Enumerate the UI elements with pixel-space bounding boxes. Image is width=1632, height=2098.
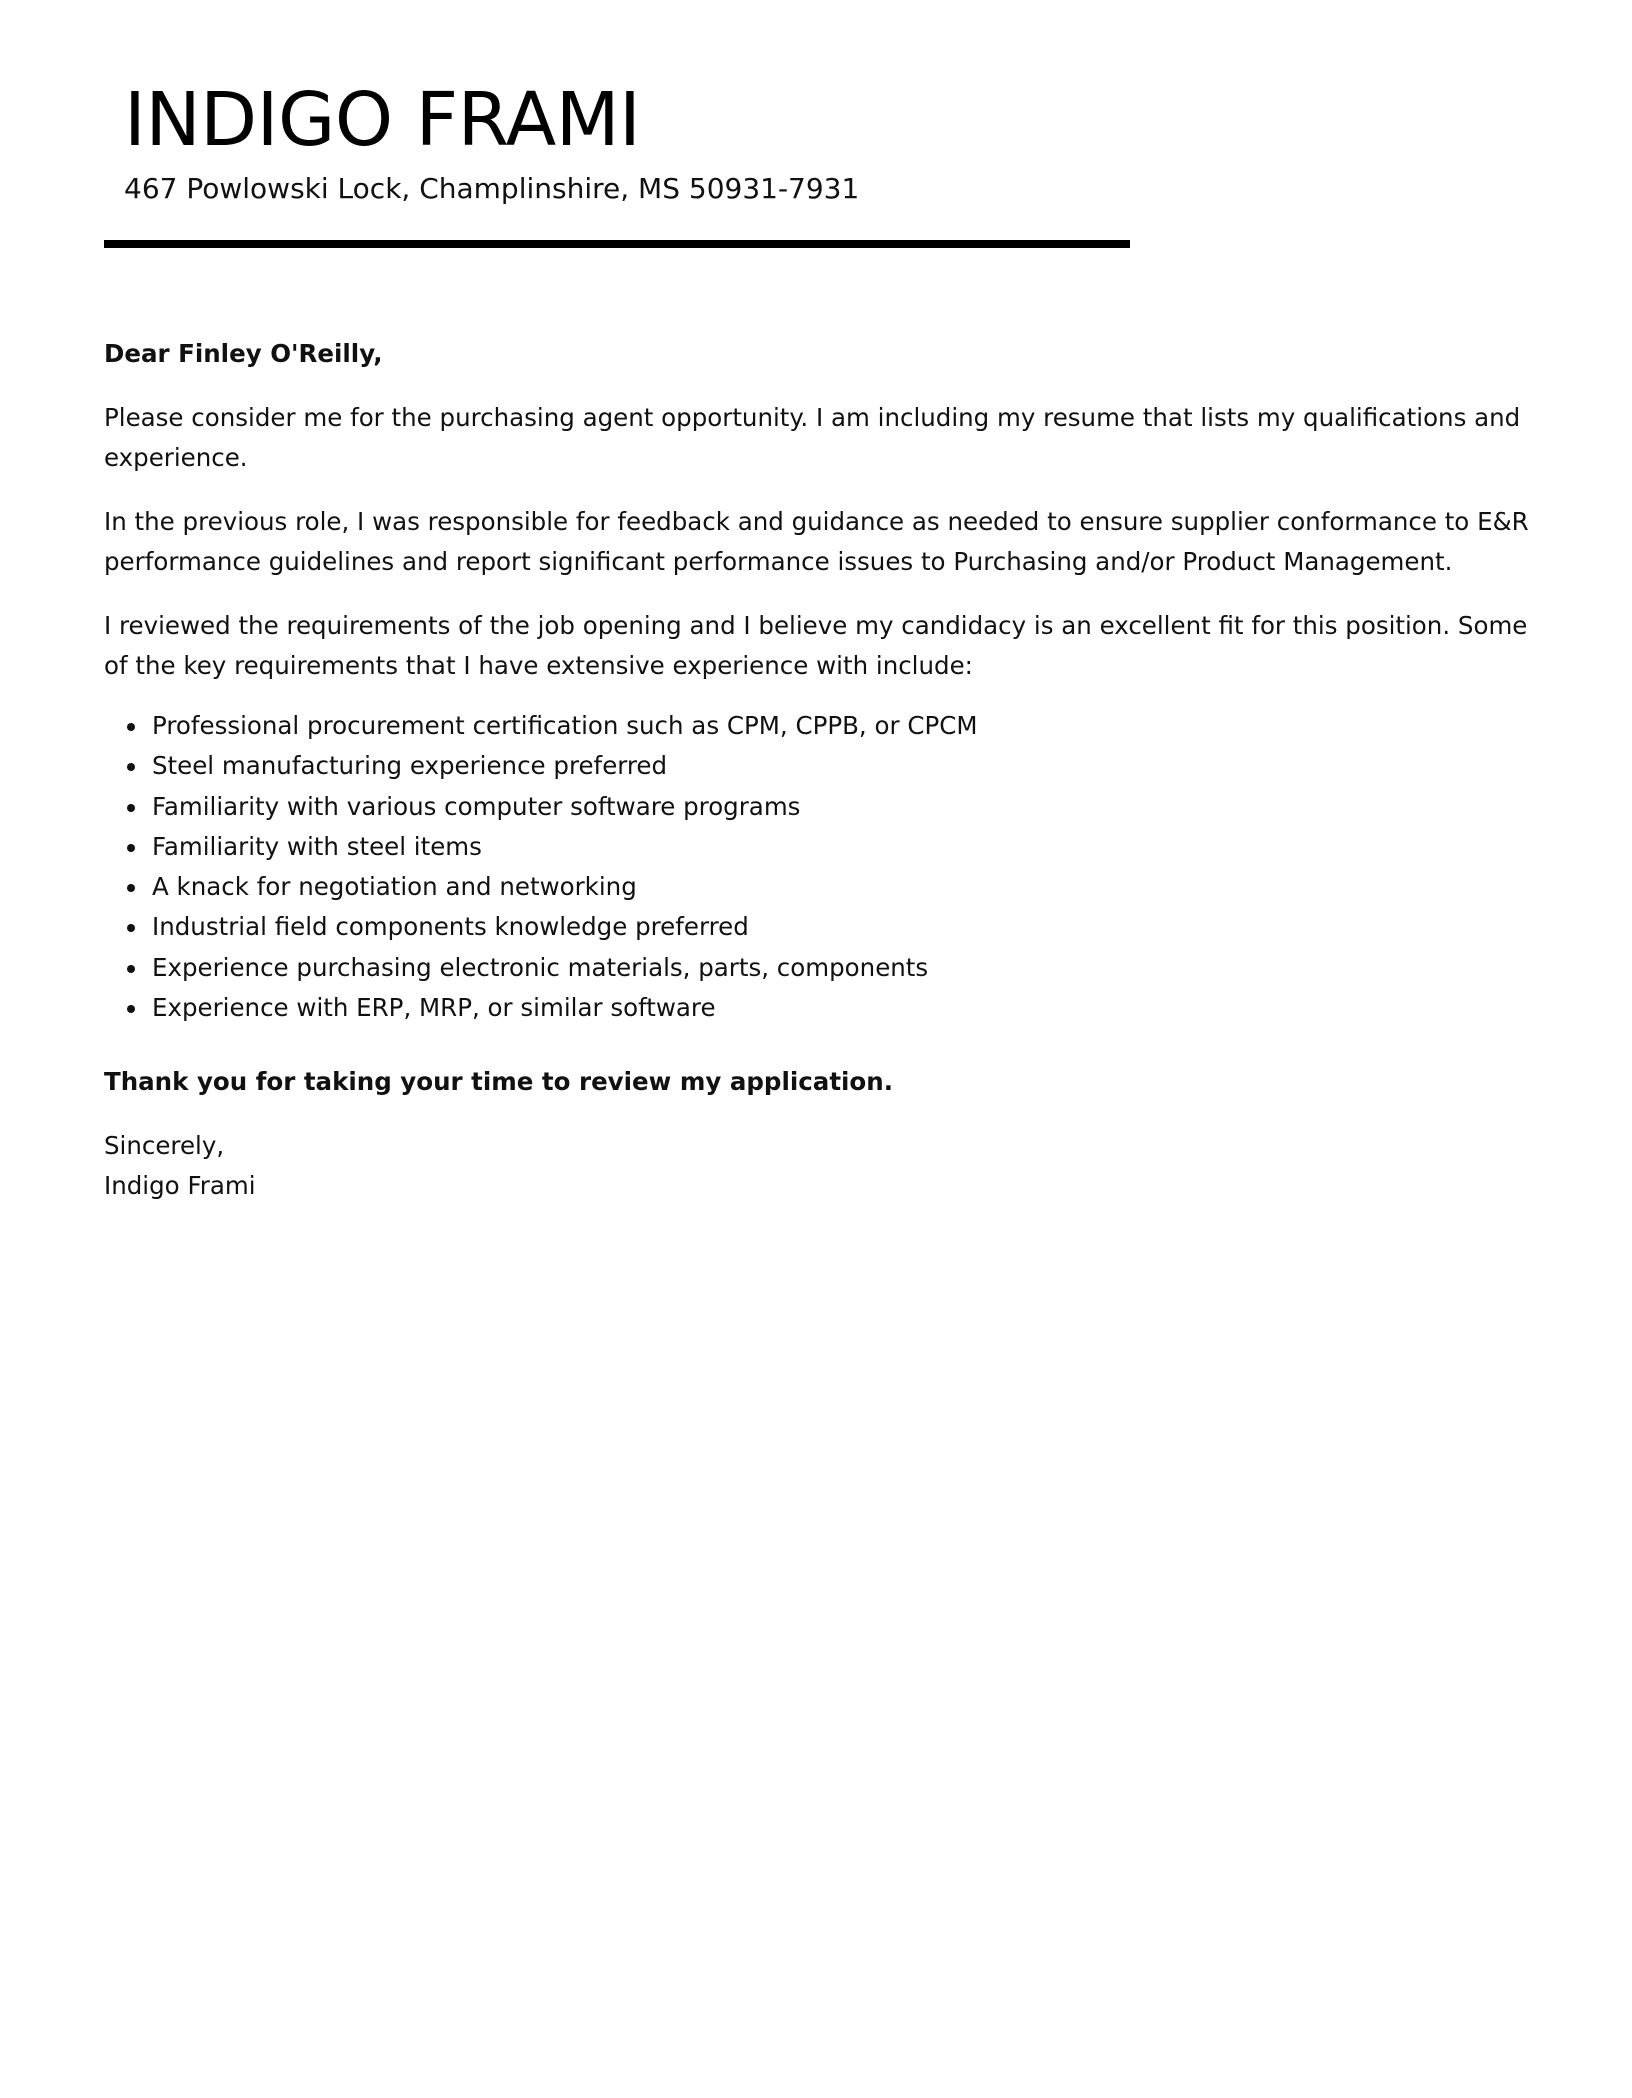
list-item: A knack for negotiation and networking [152,867,1534,907]
requirements-list [104,706,1534,1028]
list-item: Familiarity with steel items [152,827,1534,867]
signature: Indigo Frami [104,1171,256,1201]
signoff-block [104,1126,1534,1206]
applicant-address: 467 Powlowski Lock, Champlinshire, MS 50931-7931 [124,172,860,205]
list-item: Industrial field components knowledge preferred [152,907,1534,947]
list-item: Professional procurement certification such as CPM, CPPB, or CPCM [152,706,1534,746]
paragraph-intro: Please consider me for the purchasing agent opportunity. I am including my resume that lists my qualifications and experience. [104,403,1521,472]
closing-line: Thank you for taking your time to review my application. [104,1067,894,1097]
paragraph-previous-role: In the previous role, I was responsible for feedback and guidance as needed to ensure supplier conformance to E&R performance guidelines and report significant performance issues to Purchasing and/or Product Management. [104,507,1529,576]
header-divider [104,240,1130,248]
letter-body [104,334,1534,1230]
signoff: Sincerely, [104,1131,225,1161]
list-item: Familiarity with various computer software programs [152,787,1534,827]
list-item: Experience with ERP, MRP, or similar software [152,988,1534,1028]
list-item: Steel manufacturing experience preferred [152,746,1534,786]
list-item: Experience purchasing electronic materials, parts, components [152,948,1534,988]
paragraph-requirements-intro: I reviewed the requirements of the job opening and I believe my candidacy is an excellent fit for this position. Some of the key requirements that I have extensive experience with include: [104,611,1528,680]
salutation: Dear Finley O'Reilly, [104,339,383,368]
applicant-name: INDIGO FRAMI [124,77,641,163]
